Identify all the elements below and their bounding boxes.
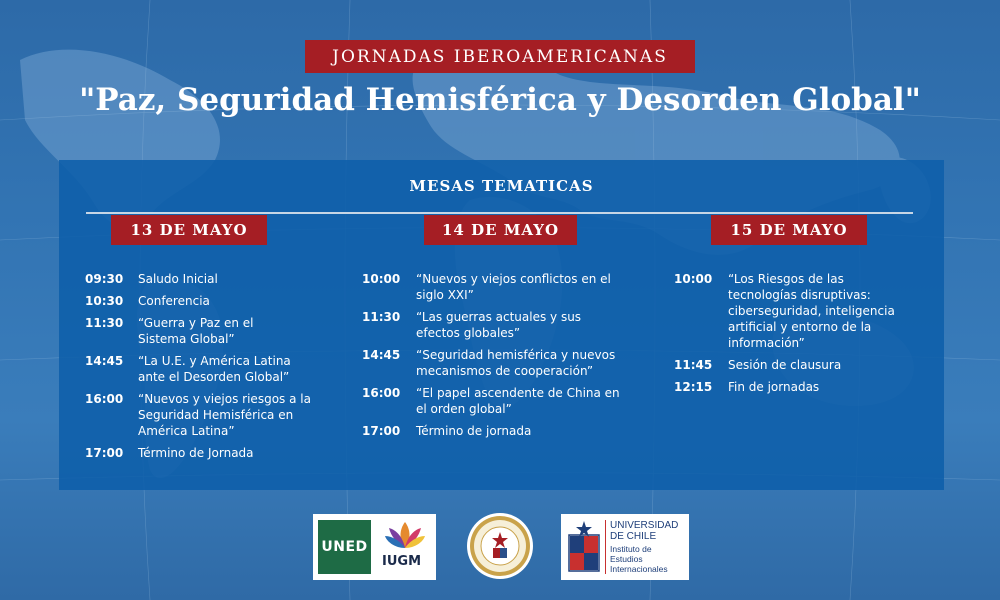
schedule-row — [85, 315, 330, 347]
uned-logo-text: UNED — [321, 539, 368, 555]
session-text: “Nuevos y viejos conflictos en el siglo XXI” — [416, 272, 611, 302]
session-text: Saludo Inicial — [138, 272, 218, 286]
panel-title: MESAS TEMATICAS — [409, 177, 594, 195]
session-text: “La U.E. y América Latina ante el Desorden Global” — [138, 354, 291, 384]
time: 11:45 — [674, 358, 713, 372]
session-text: Fin de jornadas — [728, 380, 820, 394]
schedule-row — [362, 385, 642, 417]
event-badge — [305, 40, 695, 73]
session-text: “El papel ascendente de China en el orden global” — [416, 386, 620, 416]
time: 11:30 — [85, 316, 124, 330]
time: 10:30 — [85, 294, 124, 308]
uned-iugm-logo — [313, 514, 436, 580]
session-text: “Nuevos y viejos riesgos a la Seguridad Hemisférica en América Latina” — [138, 392, 311, 438]
schedule-row — [362, 347, 642, 379]
session-text: Sesión de clausura — [728, 358, 842, 372]
seal-logo — [466, 512, 534, 580]
time: 10:00 — [362, 272, 401, 286]
uchile-name: UNIVERSIDAD DE CHILE — [610, 520, 679, 542]
schedule-panel — [59, 160, 944, 490]
time: 17:00 — [85, 446, 124, 460]
schedule-row — [362, 271, 642, 303]
day-label: 13 DE MAYO — [130, 221, 248, 239]
day-label: 15 DE MAYO — [730, 221, 848, 239]
schedule-row — [674, 379, 924, 395]
uchile-institute: Instituto de Estudios Internacionales — [610, 544, 668, 574]
session-text: “Los Riesgos de las tecnologías disruptivas: ciberseguridad, inteligencia artificial y entorno de la información” — [728, 272, 895, 350]
day-badge-13 — [111, 215, 267, 245]
time: 14:45 — [85, 354, 124, 368]
uchile-crest-icon — [567, 519, 601, 575]
schedule-day-14 — [362, 271, 642, 445]
session-text: “Las guerras actuales y sus efectos globales” — [416, 310, 582, 340]
schedule-day-15 — [674, 271, 924, 401]
session-text: Término de Jornada — [138, 446, 254, 460]
schedule-day-13 — [85, 271, 330, 467]
schedule-row — [674, 271, 924, 351]
uchile-text-block — [605, 520, 685, 574]
schedule-row — [85, 391, 330, 439]
day-badge-14 — [424, 215, 577, 245]
event-title: "Paz, Seguridad Hemisférica y Desorden Global" — [79, 82, 921, 118]
schedule-row — [85, 353, 330, 385]
iugm-logo-text: IUGM — [382, 554, 421, 569]
schedule-row — [362, 309, 642, 341]
time: 14:45 — [362, 348, 401, 362]
schedule-row — [362, 423, 642, 439]
event-badge-text: JORNADAS IBEROAMERICANAS — [332, 46, 668, 67]
schedule-row — [85, 293, 330, 309]
schedule-row — [85, 271, 330, 287]
uchile-logo — [561, 514, 689, 580]
session-text: Término de jornada — [416, 424, 532, 438]
time: 17:00 — [362, 424, 401, 438]
session-text: “Seguridad hemisférica y nuevos mecanismos de cooperación” — [416, 348, 616, 378]
schedule-row — [674, 357, 924, 373]
time: 10:00 — [674, 272, 713, 286]
schedule-row — [85, 445, 330, 461]
divider-line — [86, 212, 913, 214]
session-text: Conferencia — [138, 294, 210, 308]
day-badge-15 — [711, 215, 867, 245]
time: 16:00 — [85, 392, 124, 406]
session-text: “Guerra y Paz en el Sistema Global” — [138, 316, 254, 346]
day-label: 14 DE MAYO — [441, 221, 560, 239]
time: 11:30 — [362, 310, 401, 324]
time: 16:00 — [362, 386, 401, 400]
iugm-flower-icon — [385, 520, 425, 550]
uned-logo — [318, 520, 371, 574]
time: 12:15 — [674, 380, 713, 394]
time: 09:30 — [85, 272, 124, 286]
